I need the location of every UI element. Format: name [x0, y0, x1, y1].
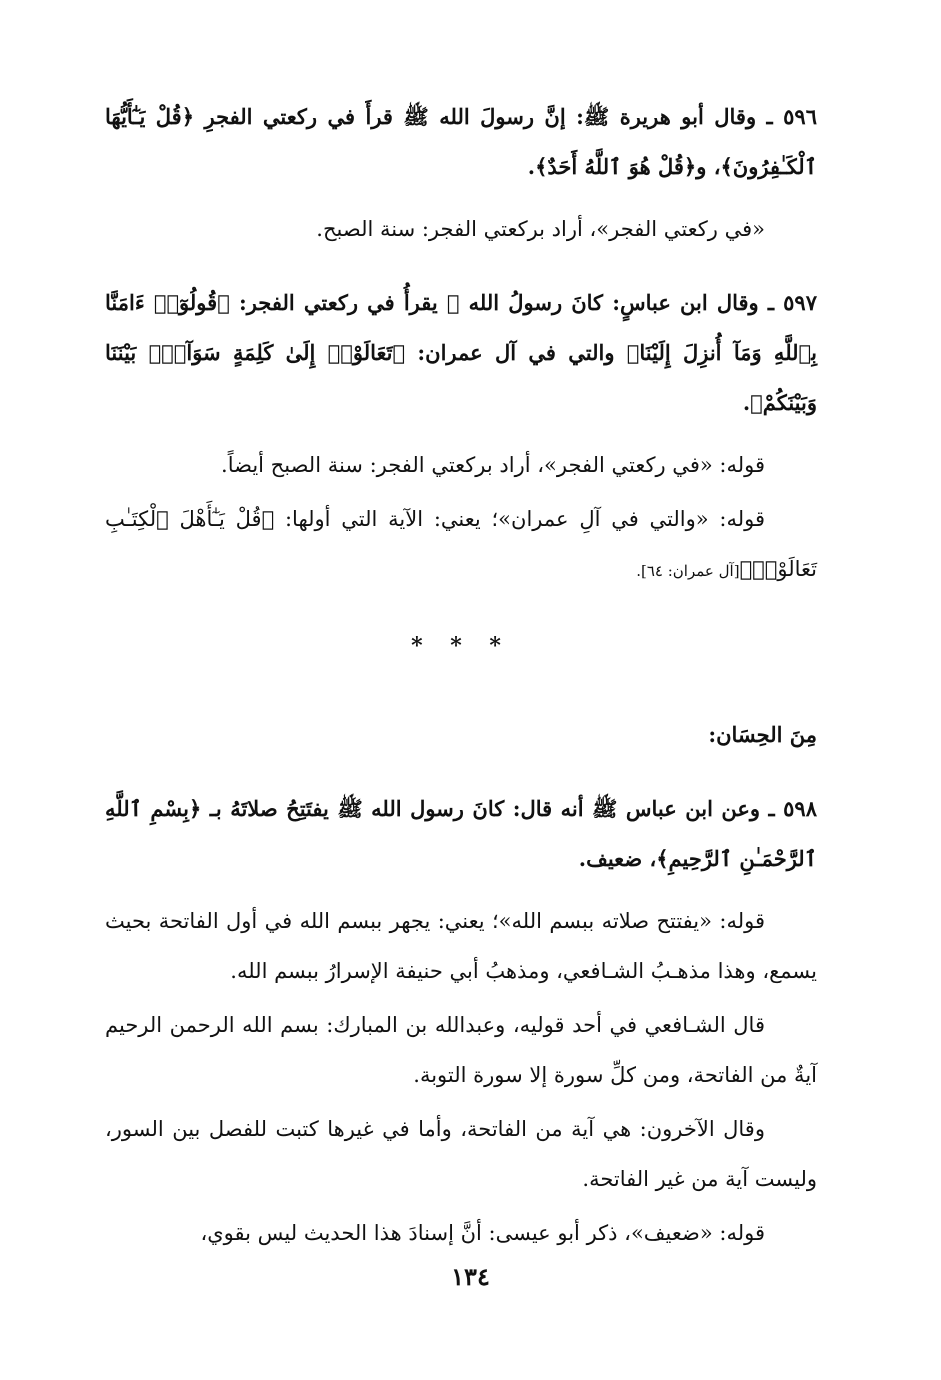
commentary-596: «في ركعتي الفجر»، أراد بركعتي الفجر: سنة الصبح. — [316, 217, 765, 241]
commentary-598-c: وقال الآخرون: هي آية من الفاتحة، وأما في غيرها كتبت للفصل بين السور، وليست آية من غير الفاتحة. — [105, 1117, 817, 1191]
hadith-597: ٥٩٧ ـ وقال ابن عباسٍ: كانَ رسولُ الله ﷺ يقرأُ في ركعتي الفجر: ﴿قُولُوٓا۟ ءَامَنَّا بِٱللَّهِ وَمَآ أُنزِلَ إِلَيْنَا﴾ والتي في آل عمران: ﴿تَعَالَوْا۟ إِلَىٰ كَلِمَةٍ سَوَآءٍۭ بَيْنَنَا وَبَيْنَكُمْ﴾. — [105, 290, 817, 415]
section-heading: مِنَ الحِسَان: — [708, 722, 817, 747]
page-number: ١٣٤ — [451, 1262, 490, 1291]
hadith-598: ٥٩٨ ـ وعن ابن عباس ﷺ أنه قال: كانَ رسول الله ﷺ يفتَتِحُ صلاتَهُ بـ ﴿بِسْمِ ٱللَّهِ ٱلرَّحْمَـٰنِ ٱلرَّحِيمِ﴾، ضعيف. — [105, 796, 817, 871]
commentary-598-d: قوله: «ضعيف»، ذكر أبو عيسى: أنَّ إسنادَ هذا الحديث ليس بقوي، — [200, 1221, 765, 1245]
quran-citation: [آل عمران: ٦٤]. — [636, 562, 740, 580]
commentary-598-b: قال الشـافعي في أحد قوليه، وعبدالله بن المبارك: بسم الله الرحمن الرحيم آيةٌ من الفاتحة، ومن كلِّ سورة إلا سورة التوبة. — [105, 1013, 817, 1087]
hadith-596: ٥٩٦ ـ وقال أبو هريرة ﷺ: إنَّ رسولَ الله ﷺ قرأَ في ركعتي الفجرِ ﴿قُلْ يَـٰٓأَيُّهَا ٱلْكَـٰفِرُونَ﴾، و﴿قُلْ هُوَ ٱللَّهُ أَحَدٌ﴾. — [105, 104, 817, 179]
commentary-597-b-text: قوله: «والتي في آلِ عمران»؛ يعني: الآية التي أولها: ﴿قُلْ يَـٰٓأَهْلَ ٱلْكِتَـٰبِ تَعَالَوْا۟﴾ — [105, 507, 817, 581]
commentary-597-a: قوله: «في ركعتي الفجر»، أراد بركعتي الفجر: سنة الصبح أيضاً. — [221, 453, 765, 477]
section-separator: * * * — [411, 633, 511, 659]
page-body — [105, 92, 817, 1258]
commentary-598-a: قوله: «يفتتح صلاته ببسم الله»؛ يعني: يجهر ببسم الله في أول الفاتحة بحيث يسمع، وهذا مذهـبُ الشـافعي، ومذهبُ أبي حنيفة الإسرارُ ببسم الله. — [105, 909, 817, 983]
commentary-597-b — [105, 494, 817, 596]
